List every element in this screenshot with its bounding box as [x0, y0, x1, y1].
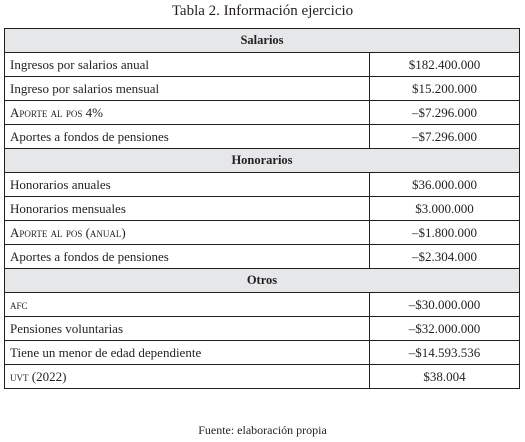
row-label: Honorarios anuales [5, 173, 370, 197]
table-row [5, 53, 520, 77]
row-label: Pensiones voluntarias [5, 317, 370, 341]
row-value: $182.400.000 [370, 53, 520, 77]
row-value: $15.200.000 [370, 77, 520, 101]
row-value: $3.000.000 [370, 197, 520, 221]
row-label: Aporte al pos (anual) [5, 221, 370, 245]
table-row [5, 341, 520, 365]
table-row [5, 317, 520, 341]
information-table [4, 28, 520, 389]
row-label: Aporte al pos 4% [5, 101, 370, 125]
row-value: –$7.296.000 [370, 101, 520, 125]
section-title: Salarios [5, 29, 520, 53]
table-source-note: Fuente: elaboración propia [198, 423, 327, 437]
table-row [5, 101, 520, 125]
table-row [5, 293, 520, 317]
row-label: Aportes a fondos de pensiones [5, 245, 370, 269]
row-value: –$30.000.000 [370, 293, 520, 317]
section-title: Otros [5, 269, 520, 293]
table-row [5, 245, 520, 269]
table-row [5, 365, 520, 389]
row-label: Ingresos por salarios anual [5, 53, 370, 77]
section-header-salarios [5, 29, 520, 53]
section-header-otros [5, 269, 520, 293]
row-label: Ingreso por salarios mensual [5, 77, 370, 101]
row-label: uvt (2022) [5, 365, 370, 389]
row-value: –$7.296.000 [370, 125, 520, 149]
table-row [5, 77, 520, 101]
row-value: –$32.000.000 [370, 317, 520, 341]
section-header-honorarios [5, 149, 520, 173]
row-label: afc [5, 293, 370, 317]
row-value: –$2.304.000 [370, 245, 520, 269]
table-row [5, 221, 520, 245]
row-value: –$14.593.536 [370, 341, 520, 365]
row-value: $36.000.000 [370, 173, 520, 197]
table-row [5, 125, 520, 149]
row-label: Honorarios mensuales [5, 197, 370, 221]
table-row [5, 173, 520, 197]
row-label: Tiene un menor de edad dependiente [5, 341, 370, 365]
row-label: Aportes a fondos de pensiones [5, 125, 370, 149]
table-row [5, 197, 520, 221]
table-caption: Tabla 2. Información ejercicio [171, 3, 354, 19]
section-title: Honorarios [5, 149, 520, 173]
row-value: $38.004 [370, 365, 520, 389]
row-value: –$1.800.000 [370, 221, 520, 245]
